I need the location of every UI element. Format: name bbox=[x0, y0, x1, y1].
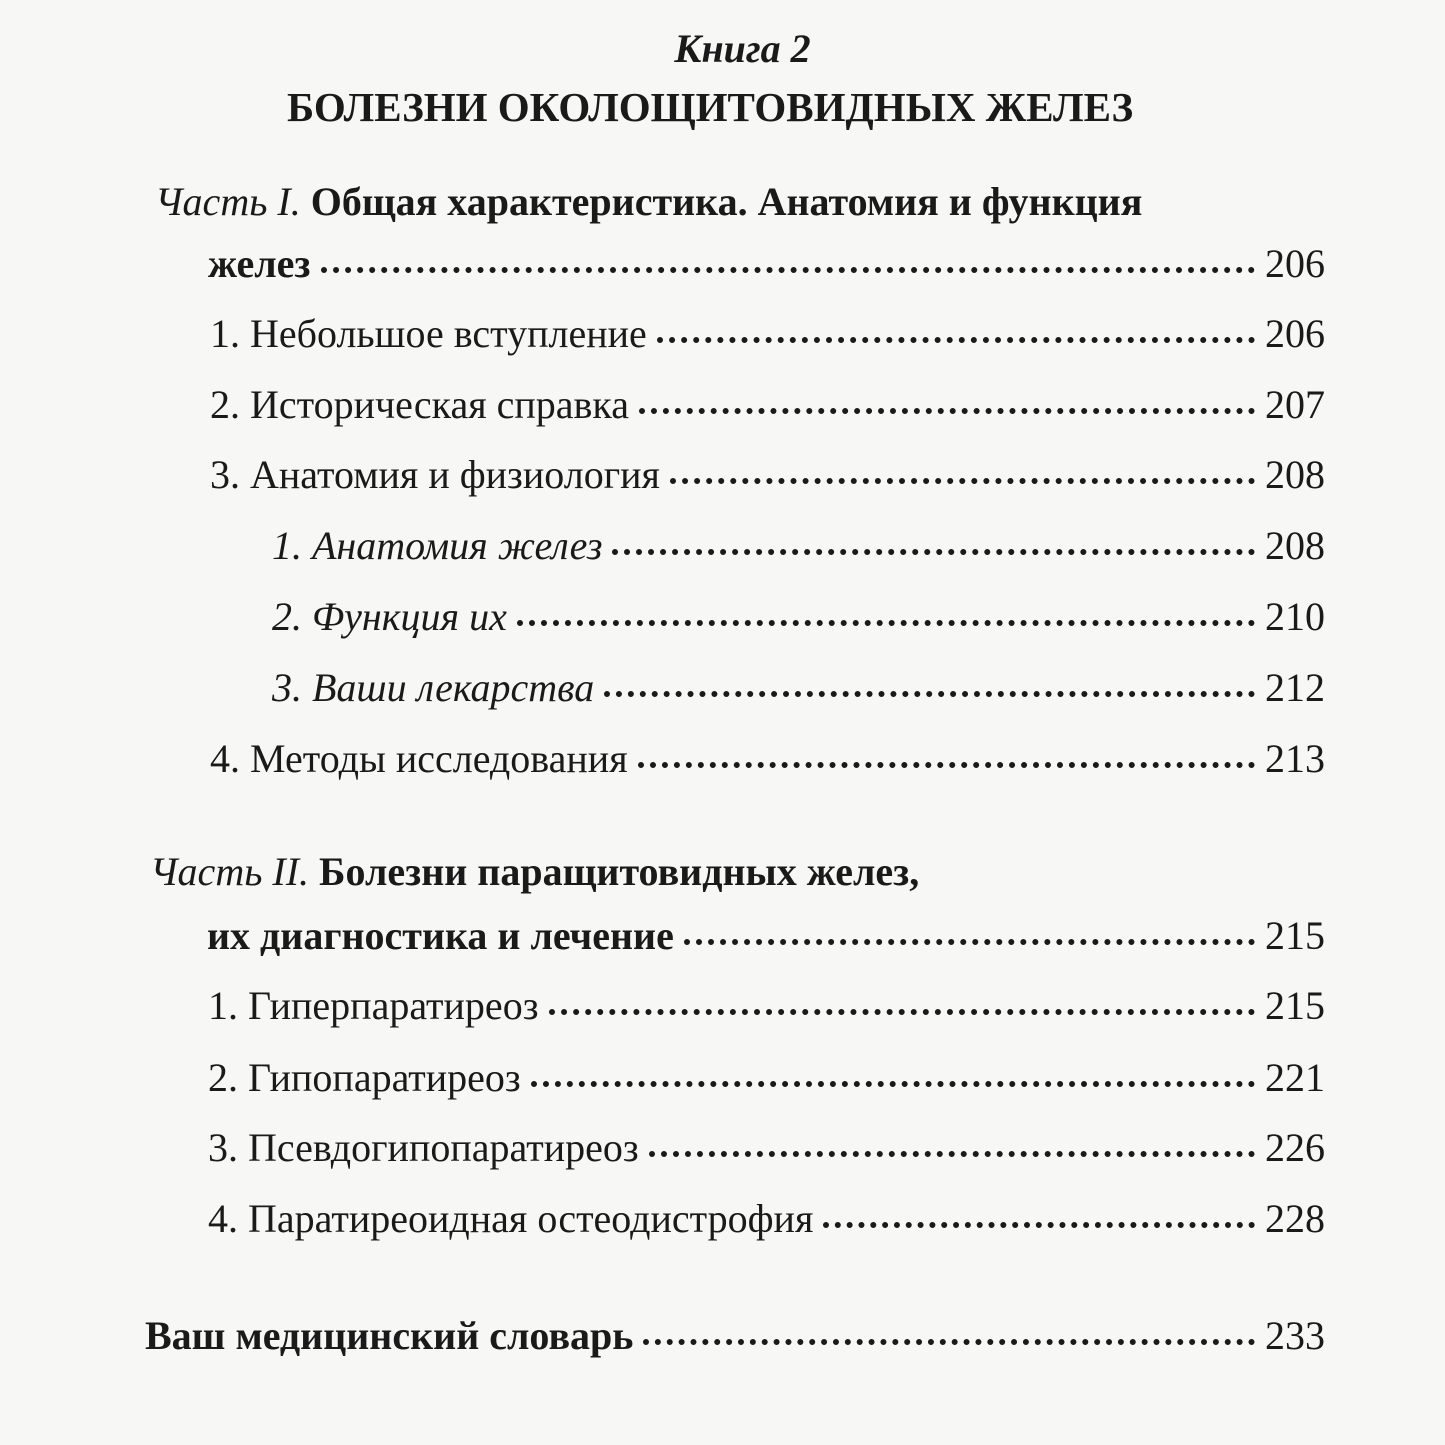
page-number: 221 bbox=[1265, 1055, 1325, 1100]
toc-subitem[interactable] bbox=[272, 664, 1325, 712]
dot-leader bbox=[612, 549, 1255, 555]
dot-leader bbox=[823, 1222, 1255, 1228]
page-number: 233 bbox=[1265, 1313, 1325, 1358]
page-number: 208 bbox=[1265, 523, 1325, 568]
dot-leader bbox=[549, 1009, 1256, 1015]
page-number: 215 bbox=[1265, 983, 1325, 1028]
part1-entry[interactable] bbox=[208, 240, 1325, 288]
page-number: 228 bbox=[1265, 1196, 1325, 1241]
toc-subitem-label: 1. Анатомия желез bbox=[272, 523, 603, 568]
dot-leader bbox=[649, 1151, 1255, 1157]
toc-item-label: 2. Историческая справка bbox=[210, 382, 629, 427]
part2-title-line1: Болезни паращитовидных желез, bbox=[319, 849, 920, 894]
page-number: 226 bbox=[1265, 1125, 1325, 1170]
book-label: Книга 2 bbox=[674, 26, 811, 71]
toc-subitem-label: 3. Ваши лекарства bbox=[272, 665, 595, 710]
part2-prefix: Часть II. bbox=[150, 849, 310, 894]
toc-item-label: 4. Методы исследования bbox=[210, 736, 628, 781]
dot-leader bbox=[670, 478, 1255, 484]
page-number: 213 bbox=[1265, 736, 1325, 781]
dot-leader bbox=[657, 337, 1255, 343]
page-number: 206 bbox=[1265, 311, 1325, 356]
dot-leader bbox=[643, 1339, 1255, 1345]
toc-item[interactable] bbox=[210, 381, 1325, 429]
part2-heading bbox=[150, 848, 919, 896]
toc-item[interactable] bbox=[208, 1195, 1325, 1243]
dot-leader bbox=[639, 408, 1255, 414]
dot-leader bbox=[321, 267, 1256, 273]
page-number: 215 bbox=[1265, 913, 1325, 958]
toc-item-label: 3. Псевдогипопаратиреоз bbox=[208, 1125, 639, 1170]
toc-item[interactable] bbox=[210, 451, 1325, 499]
part1-prefix: Часть I. bbox=[155, 179, 301, 224]
dot-leader bbox=[638, 762, 1255, 768]
toc-item[interactable] bbox=[208, 1124, 1325, 1172]
dot-leader bbox=[531, 1081, 1255, 1087]
dot-leader bbox=[684, 939, 1255, 945]
dot-leader bbox=[517, 620, 1255, 626]
page-number: 212 bbox=[1265, 665, 1325, 710]
dictionary-label: Ваш медицинский словарь bbox=[145, 1313, 634, 1358]
part2-entry[interactable] bbox=[207, 912, 1325, 960]
part1-title-line1: Общая характеристика. Анатомия и функция bbox=[310, 179, 1143, 224]
toc-item[interactable] bbox=[208, 982, 1325, 1030]
page-number: 206 bbox=[1265, 241, 1325, 286]
toc-subitem[interactable] bbox=[272, 593, 1325, 641]
toc-item-label: 1. Гиперпаратиреоз bbox=[208, 983, 539, 1028]
page-number: 207 bbox=[1265, 382, 1325, 427]
dictionary-entry[interactable] bbox=[145, 1312, 1325, 1360]
toc-item-label: 2. Гипопаратиреоз bbox=[208, 1055, 521, 1100]
book-title: БОЛЕЗНИ ОКОЛОЩИТОВИДНЫХ ЖЕЛЕЗ bbox=[287, 84, 1134, 130]
page-number: 210 bbox=[1265, 594, 1325, 639]
toc-item-label: 3. Анатомия и физиология bbox=[210, 452, 660, 497]
toc-subitem[interactable] bbox=[272, 522, 1325, 570]
part2-title-line2: их диагностика и лечение bbox=[207, 913, 674, 958]
toc-item-label: 4. Паратиреоидная остеодистрофия bbox=[208, 1196, 814, 1241]
toc-item[interactable] bbox=[208, 1054, 1325, 1102]
toc-item-label: 1. Небольшое вступление bbox=[210, 311, 647, 356]
toc-item[interactable] bbox=[210, 310, 1325, 358]
toc-item[interactable] bbox=[210, 735, 1325, 783]
dot-leader bbox=[604, 691, 1255, 697]
part1-heading bbox=[155, 178, 1142, 226]
toc-subitem-label: 2. Функция их bbox=[272, 594, 507, 639]
page-number: 208 bbox=[1265, 452, 1325, 497]
part1-title-line2: желез bbox=[208, 241, 311, 286]
